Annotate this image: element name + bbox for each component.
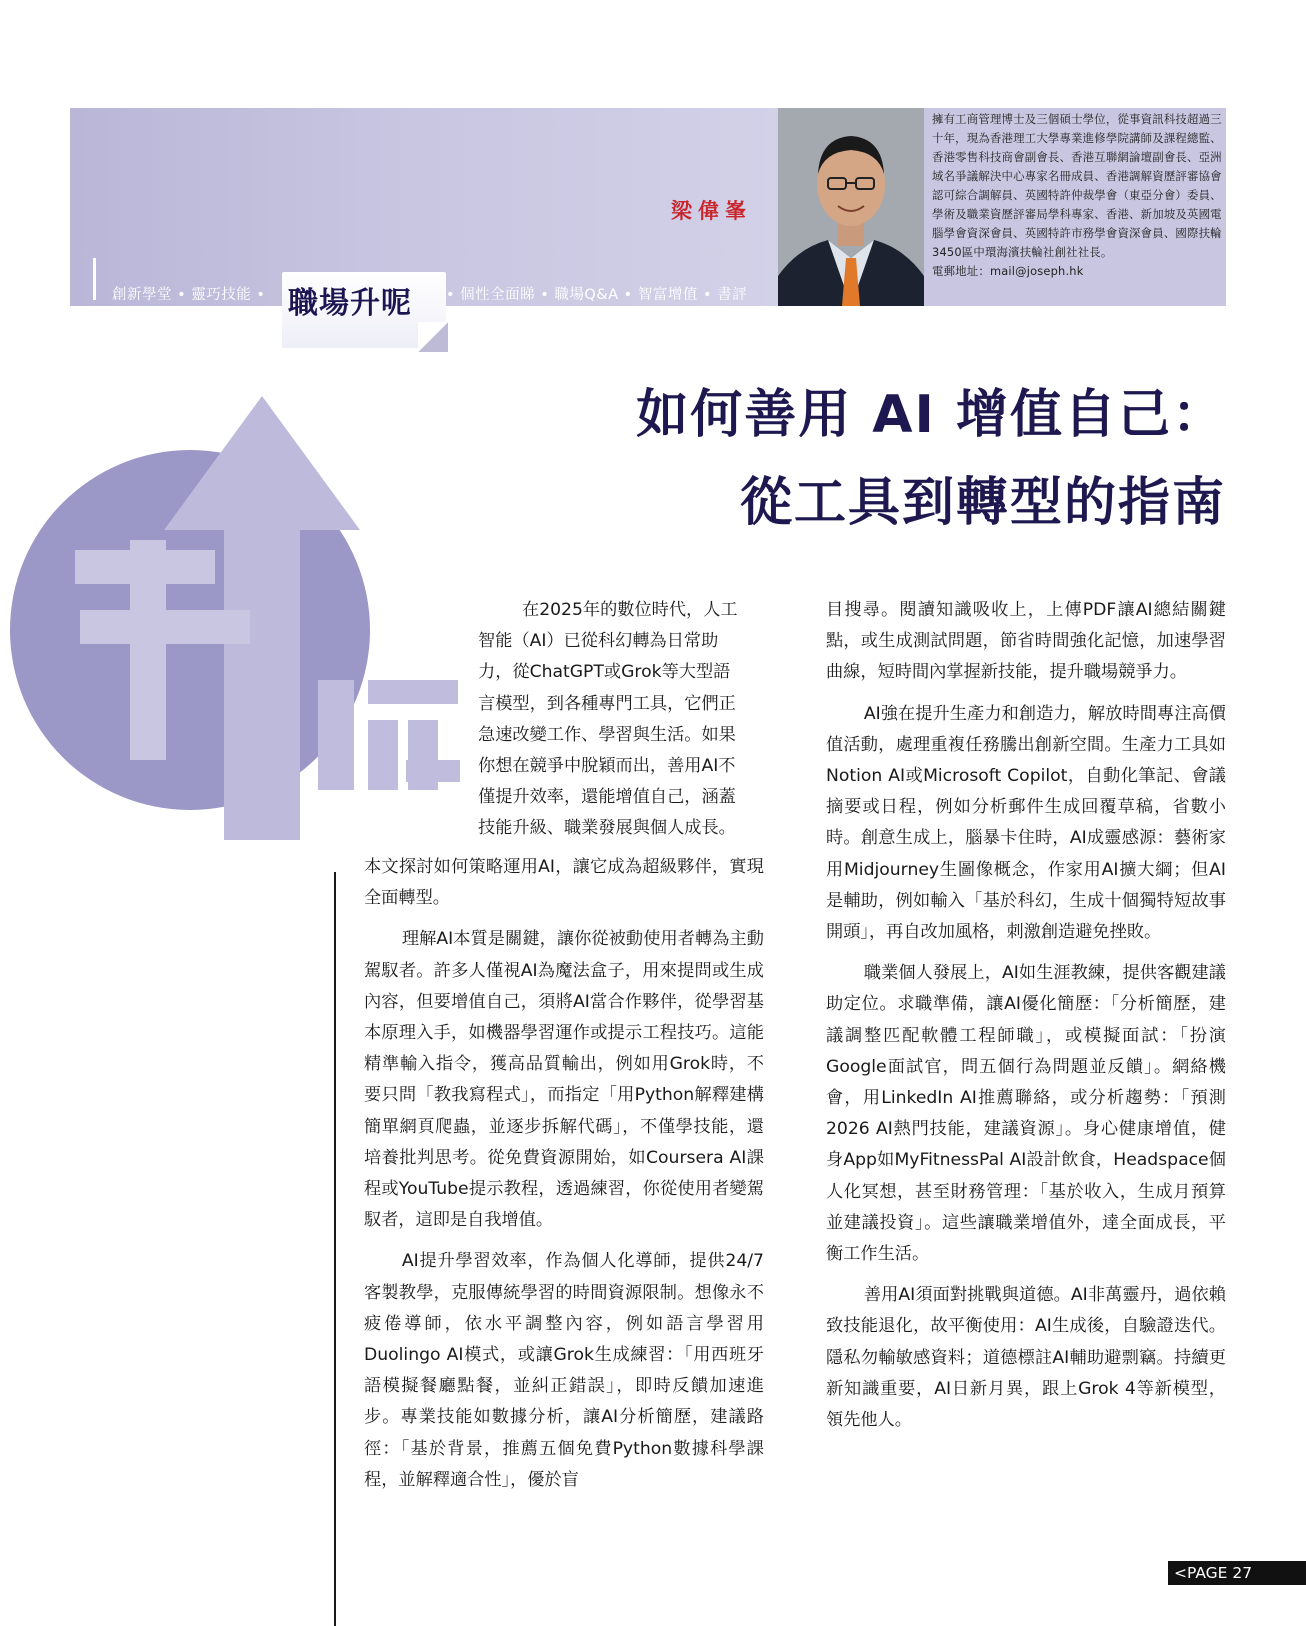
decorative-upward-arrow-graphic: [0, 380, 470, 840]
nav-sections-left: 創新學堂 • 靈巧技能 •: [112, 287, 266, 303]
paragraph: 目搜尋。閱讀知識吸收上，上傳PDF讓AI總結關鍵點，或生成測試問題，節省時間強化記憶，加速學習曲線，短時間內掌握新技能，提升職場競爭力。: [826, 600, 1226, 683]
paragraph: 理解AI本質是關鍵，讓你從被動使用者轉為主動駕馭者。許多人僅視AI為魔法盒子，用來提問或生成內容，但要增值自己，須將AI當合作夥伴，從學習基本原理入手，如機器學習運作或提示工程技巧。這能精準輸入指令，獲高品質輸出，例如用Grok時，不要只問「教我寫程式」，而指定「用Python解釋建構簡單網頁爬蟲，並逐步拆解代碼」，不僅學技能，還培養批判思考。從免費資源開始，如Coursera AI課程或YouTube提示教程，透過練習，你從使用者變駕馭者，這即是自我增值。: [364, 929, 764, 1231]
intro-line: 在2025年的數位時代，人工: [522, 600, 738, 620]
column-left-body: [364, 852, 764, 1506]
nav-divider: [93, 258, 96, 300]
article-title-line1: 如何善用 AI 增值自己：: [636, 385, 1226, 445]
article-title-line2: 從工具到轉型的指南: [739, 473, 1226, 533]
column-left-intro: [478, 595, 764, 845]
page-number: <PAGE 27: [1168, 1561, 1306, 1585]
paragraph: AI強在提升生產力和創造力，解放時間專注高價值活動，處理重複任務騰出創新空間。生產力工具如Notion AI或Microsoft Copilot，自動化筆記、會議摘要或日程，例如分析郵件生成回覆草稿，省數小時。創意生成上，腦暴卡住時，AI成靈感源：藝術家用Midjourney生圖像概念，作家用AI擴大綱；但AI是輔助，例如輸入「基於科幻，生成十個獨特短故事開頭」，再自改加風格，刺激創造避免挫敗。: [826, 703, 1226, 943]
author-photo: [778, 108, 924, 306]
intro-line: 技能升級、職業發展與個人成長。: [478, 818, 736, 839]
paragraph: 職業個人發展上，AI如生涯教練，提供客觀建議助定位。求職準備，讓AI優化簡歷：「分析簡歷，建議調整匹配軟體工程師職」，或模擬面試：「扮演Google面試官，問五個行為問題並反饋」。網絡機會，用LinkedIn AI推薦聯絡，或分析趨勢：「預測2026 AI熱門技能，建議資源」。身心健康增值，健身App如MyFitnessPal AI設計飲食，Headspace個人化冥想，甚至財務管理：「基於收入，生成月預算並建議投資」。這些讓職業增值外，達全面成長，平衡工作生活。: [826, 963, 1226, 1265]
intro-line: 言模型，到各種專門工具，它們正: [478, 693, 736, 714]
author-email: 電郵地址：mail@joseph.hk: [932, 264, 1084, 278]
intro-line: 力，從ChatGPT或Grok等大型語: [478, 662, 731, 683]
author-bio: [932, 110, 1222, 281]
intro-line: 僅提升效率，還能增值自己，涵蓋: [478, 787, 736, 808]
paragraph: 善用AI須面對挑戰與道德。AI非萬靈丹，過依賴致技能退化，故平衡使用：AI生成後，自驗證迭代。隱私勿輸敏感資料；道德標註AI輔助避剽竊。持續更新知識重要，AI日新月異，跟上Grok 4等新模型，領先他人。: [826, 1285, 1226, 1431]
nav-tab-active: [282, 272, 448, 352]
intro-line: 你想在競爭中脫穎而出，善用AI不: [478, 756, 736, 777]
nav-sections-right: • 個性全面睇 • 職場Q&A • 智富增值 • 書評: [446, 287, 748, 303]
author-name: 梁偉峯: [671, 198, 752, 223]
intro-paragraph-tail: 本文探討如何策略運用AI，讓它成為超級夥伴，實現全面轉型。: [364, 857, 764, 909]
intro-line: 急速改變工作、學習與生活。如果: [478, 724, 736, 745]
column-rule: [334, 872, 336, 1626]
intro-line: 智能（AI）已從科幻轉為日常助: [478, 631, 719, 652]
nav-tab-label: 職場升呢: [288, 286, 412, 321]
bio-text: 擁有工商管理博士及三個碩士學位，從事資訊科技超過三十年，現為香港理工大學專業進修學院講師及課程總監、香港零售科技商會副會長、香港互聯網論壇副會長、亞洲域名爭議解決中心專家名冊成員、香港調解資歷評審協會認可綜合調解員、英國特許仲裁學會（東亞分會）委員、學術及職業資歷評審局學科專家、香港、新加坡及英國電腦學會資深會員、英國特許市務學會資深會員、國際扶輪3450區中環海濱扶輪社創社社長。: [932, 112, 1222, 259]
column-right: [826, 595, 1226, 1446]
paragraph: AI提升學習效率，作為個人化導師，提供24/7客製教學，克服傳統學習的時間資源限制。想像永不疲倦導師，依水平調整內容，例如語言學習用Duolingo AI模式，或讓Grok生成練習：「用西班牙語模擬餐廳點餐，並糾正錯誤」，即時反饋加速進步。專業技能如數據分析，讓AI分析簡歷，建議路徑：「基於背景，推薦五個免費Python數據科學課程，並解釋適合性」，優於盲: [364, 1251, 764, 1490]
